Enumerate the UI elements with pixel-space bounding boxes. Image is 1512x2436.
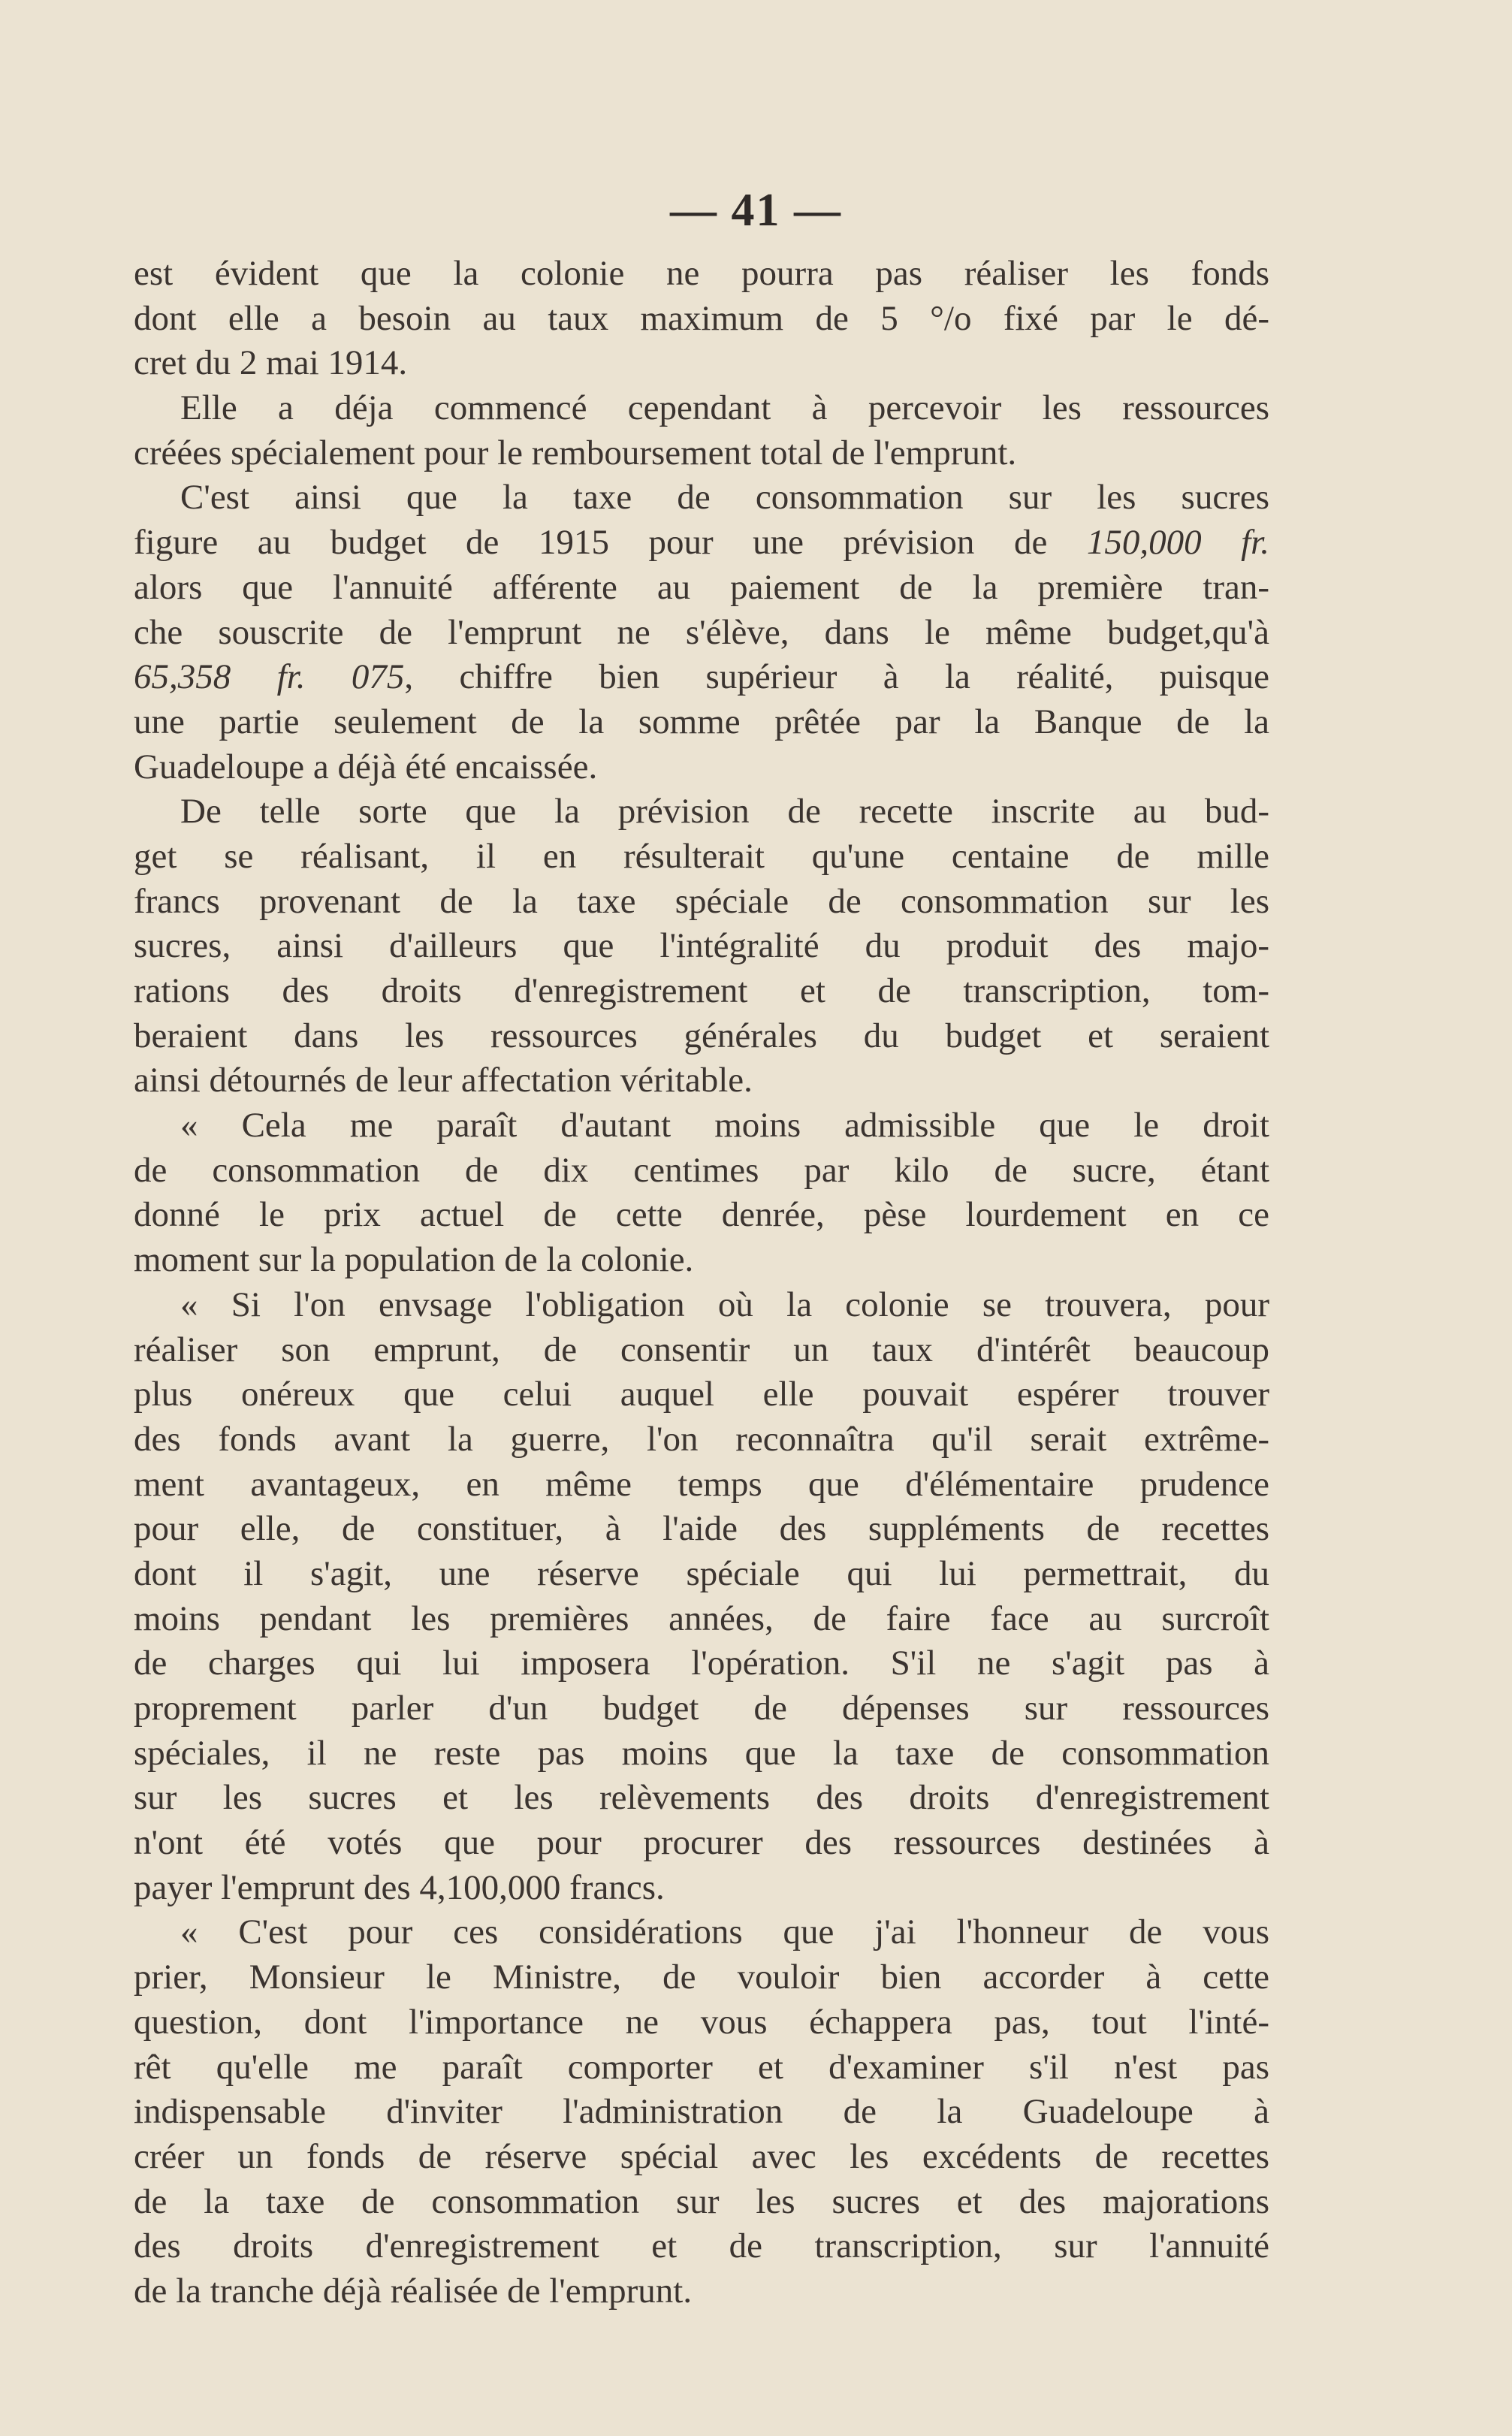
paragraph bbox=[134, 1103, 1269, 1283]
body-text bbox=[134, 252, 1269, 2314]
text-line: C'est ainsi que la taxe de consommation sur les sucres bbox=[180, 478, 1269, 518]
text-line: prier, Monsieur le Ministre, de vouloir bien accorder à cette bbox=[134, 1958, 1269, 1997]
text-line: dont il s'agit, une réserve spéciale qui lui permettrait, du bbox=[134, 1553, 1269, 1593]
text-line: n'ont été votés que pour procurer des ressources destinées à bbox=[134, 1823, 1269, 1863]
text-line: créées spécialement pour le remboursement total de l'emprunt. bbox=[134, 433, 1017, 472]
text-line: est évident que la colonie ne pourra pas réaliser les fonds bbox=[134, 254, 1269, 293]
text-line: dont elle a besoin au taux maximum de 5 °/o fixé par le dé- bbox=[134, 298, 1269, 338]
amount-italic: 150,000 fr. bbox=[1086, 523, 1269, 563]
text-line: rations des droits d'enregistrement et de transcription, tom- bbox=[134, 971, 1269, 1010]
text-line: « Si l'on envsage l'obligation où la colonie se trouvera, pour bbox=[180, 1284, 1269, 1324]
paragraph bbox=[134, 386, 1269, 475]
text-line: ment avantageux, en même temps que d'élémentaire prudence bbox=[134, 1464, 1269, 1504]
text-line: « Cela me paraît d'autant moins admissible que le droit bbox=[180, 1106, 1269, 1146]
text-line: sur les sucres et les relèvements des droits d'enregistrement bbox=[134, 1778, 1269, 1818]
text-line: des droits d'enregistrement et de transcription, sur l'annuité bbox=[134, 2226, 1269, 2266]
paragraph bbox=[134, 1910, 1269, 2314]
text-line: une partie seulement de la somme prêtée par la Banque de la bbox=[134, 702, 1269, 741]
text-line: pour elle, de constituer, à l'aide des suppléments de recettes bbox=[134, 1509, 1269, 1549]
paragraph bbox=[134, 789, 1269, 1103]
text-segment: figure au budget de 1915 pour une prévision de bbox=[134, 523, 1087, 563]
text-line: ainsi détournés de leur affectation véritable. bbox=[134, 1061, 753, 1100]
text-line: donné le prix actuel de cette denrée, pèse lourdement en ce bbox=[134, 1195, 1269, 1235]
text-line: moment sur la population de la colonie. bbox=[134, 1240, 694, 1280]
paragraph bbox=[134, 1283, 1269, 1911]
text-line: Elle a déja commencé cependant à percevoir les ressources bbox=[180, 388, 1269, 428]
text-line: « C'est pour ces considérations que j'ai l'honneur de vous bbox=[180, 1912, 1269, 1952]
text-line: réaliser son emprunt, de consentir un taux d'intérêt beaucoup bbox=[134, 1330, 1269, 1369]
text-line: beraient dans les ressources générales du budget et seraient bbox=[134, 1016, 1269, 1055]
text-line: question, dont l'importance ne vous échappera pas, tout l'inté- bbox=[134, 2002, 1269, 2042]
text-line: proprement parler d'un budget de dépenses sur ressources bbox=[134, 1689, 1269, 1728]
text-line: créer un fonds de réserve spécial avec les excédents de recettes bbox=[134, 2136, 1269, 2176]
text-line: alors que l'annuité afférente au paiement de la première tran- bbox=[134, 567, 1269, 607]
paragraph bbox=[134, 475, 1269, 789]
text-line: plus onéreux que celui auquel elle pouvait espérer trouver bbox=[134, 1375, 1269, 1414]
text-line: payer l'emprunt des 4,100,000 francs. bbox=[134, 1867, 665, 1907]
text-line: sucres, ainsi d'ailleurs que l'intégralité du produit des majo- bbox=[134, 926, 1269, 966]
text-line: che souscrite de l'emprunt ne s'élève, dans le même budget,qu'à bbox=[134, 612, 1269, 652]
text-line: cret du 2 mai 1914. bbox=[134, 343, 408, 383]
text-line: de la taxe de consommation sur les sucres et des majorations bbox=[134, 2181, 1269, 2221]
text-line: de la tranche déjà réalisée de l'emprunt. bbox=[134, 2271, 693, 2311]
text-line: indispensable d'inviter l'administration de la Guadeloupe à bbox=[134, 2092, 1269, 2132]
text-line: francs provenant de la taxe spéciale de consommation sur les bbox=[134, 881, 1269, 921]
paragraph bbox=[134, 252, 1269, 386]
text-line: de charges qui lui imposera l'opération. S'il ne s'agit pas à bbox=[134, 1644, 1269, 1683]
text-line bbox=[134, 655, 1269, 700]
text-line: des fonds avant la guerre, l'on reconnaîtra qu'il serait extrême- bbox=[134, 1419, 1269, 1459]
text-line: get se réalisant, il en résulterait qu'une centaine de mille bbox=[134, 836, 1269, 876]
text-line: De telle sorte que la prévision de recette inscrite au bud- bbox=[180, 792, 1269, 832]
text-line: rêt qu'elle me paraît comporter et d'examiner s'il n'est pas bbox=[134, 2047, 1269, 2087]
amount-italic: 65,358 fr. 075 bbox=[134, 657, 405, 697]
text-line bbox=[134, 521, 1269, 566]
text-line: de consommation de dix centimes par kilo de sucre, étant bbox=[134, 1150, 1269, 1190]
text-line: moins pendant les premières années, de faire face au surcroît bbox=[134, 1598, 1269, 1638]
page-number: — 41 — bbox=[670, 185, 842, 236]
text-line: Guadeloupe a déjà été encaissée. bbox=[134, 747, 598, 786]
text-segment: , chiffre bien supérieur à la réalité, puisque bbox=[404, 657, 1269, 697]
text-line: spéciales, il ne reste pas moins que la taxe de consommation bbox=[134, 1733, 1269, 1773]
